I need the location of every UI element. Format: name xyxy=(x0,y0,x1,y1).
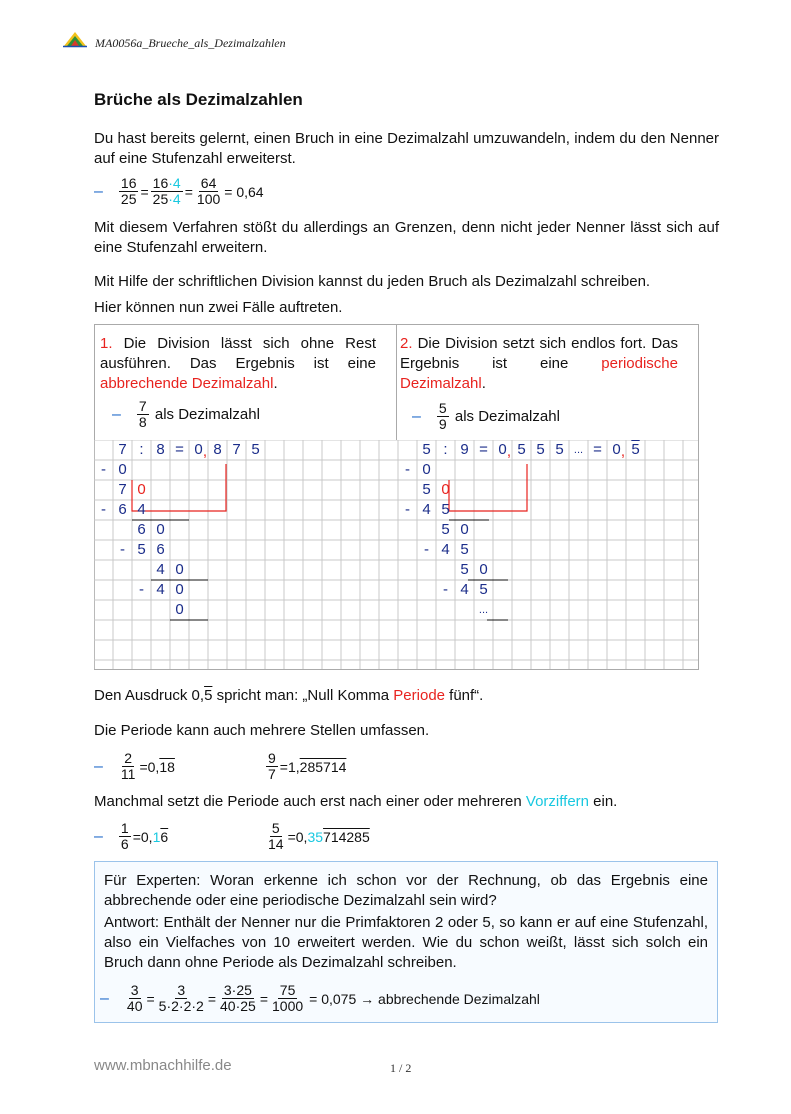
division-digit: - xyxy=(101,461,106,478)
division-digit: 4 xyxy=(156,581,165,598)
division-digit: 6 xyxy=(118,501,127,518)
division-digit: - xyxy=(405,461,410,478)
division-digit: 5 xyxy=(460,561,469,578)
case-2: 2. Die Division setzt sich endlos fort. Das Ergebnis ist eine periodische Dezimalzahl. xyxy=(400,335,678,392)
division-digit: : xyxy=(139,441,144,458)
division-digit: 8 xyxy=(213,441,222,458)
division-digit: 9 xyxy=(460,441,469,458)
dash-bullet-icon: – xyxy=(412,407,421,425)
division-digit: : xyxy=(443,441,448,458)
decimal-comma: , xyxy=(620,443,626,460)
division-digit: 6 xyxy=(156,541,165,558)
division-digit: 5 xyxy=(441,501,450,518)
division-digit: 0 xyxy=(156,521,165,538)
case-2-fraction: – $\frac{5}{9}$ als Dezimalzahl xyxy=(412,400,560,432)
division-digit: 5 xyxy=(422,481,431,498)
division-digit: 0 xyxy=(194,441,203,458)
division-digit: = xyxy=(175,441,184,458)
division-digit: 0 xyxy=(612,441,621,458)
division-digit: 6 xyxy=(137,521,146,538)
division-digit: 5 xyxy=(441,521,450,538)
division-digit: 5 xyxy=(555,441,564,458)
division-digit: 0 xyxy=(479,561,488,578)
expert-example: – $\frac{3}{40}$ = $\frac{3}{5\cdot 2\cdot 2\cdot 2}$ = $\frac{3\cdot 25}{40\cdot 25}$ = $\frac{75}{1000}$ = 0,075 → abbrechende Dezimalzahl xyxy=(100,982,540,1014)
division-intro: Mit Hilfe der schriftlichen Division kannst du jeden Bruch als Dezimalzahl schreiben. xyxy=(94,273,651,290)
spoken-text: Den Ausdruck 0,5 spricht man: „Null Komma Periode fünf“. xyxy=(94,687,484,704)
division-digit: 7 xyxy=(118,441,127,458)
dash-bullet-icon: – xyxy=(100,989,109,1007)
division-digit: - xyxy=(120,541,125,558)
logo-icon xyxy=(62,30,88,48)
example-5-14: $\frac{5}{14}$ = 0, 35 714285 xyxy=(268,820,370,852)
expert-question: Für Experten: Woran erkenne ich schon vor der Rechnung, ob das Ergebnis eine abbrechende oder eine periodische Dezimalzahl sein wird? xyxy=(104,872,708,909)
decimal-comma: , xyxy=(202,443,208,460)
division-digit: 5 xyxy=(422,441,431,458)
dash-bullet-icon: – xyxy=(112,405,121,423)
page-title: Brüche als Dezimalzahlen xyxy=(94,90,303,109)
division-digit: 5 xyxy=(517,441,526,458)
division-digit: 0 xyxy=(175,561,184,578)
example-1-6: – $\frac{1}{6}$ = 0, 1 6 xyxy=(94,820,169,852)
division-digit: 0 xyxy=(137,481,146,498)
pre-digits-text: Manchmal setzt die Periode auch erst nach einer oder mehreren Vorziffern ein. xyxy=(94,793,618,810)
division-digit: 5 xyxy=(137,541,146,558)
dash-bullet-icon: – xyxy=(94,182,103,200)
division-digit: 4 xyxy=(441,541,450,558)
division-digit: - xyxy=(405,501,410,518)
division-digit: - xyxy=(101,501,106,518)
division-digit: = xyxy=(593,441,602,458)
division-digit: 0 xyxy=(422,461,431,478)
case-1: 1. Die Division lässt sich ohne Rest ausführen. Das Ergebnis ist eine abbrechende Dezimalzahl. xyxy=(100,335,376,392)
division-digit: ... xyxy=(573,444,584,456)
division-digit: 5 xyxy=(479,581,488,598)
division-digit: 7 xyxy=(118,481,127,498)
example-16-25: – $\frac{16}{25}$ = $\frac{16\cdot 4}{25\cdot 4}$ = $\frac{64}{100}$ = 0,64 xyxy=(94,175,264,207)
division-digit: 0 xyxy=(175,581,184,598)
division-digit: - xyxy=(139,581,144,598)
dash-bullet-icon: – xyxy=(94,757,103,775)
division-digit: 5 xyxy=(460,541,469,558)
page-number: 1 / 2 xyxy=(390,1061,412,1075)
division-digit: 0 xyxy=(118,461,127,478)
example-9-7: $\frac{9}{7}$ = 1, 285714 xyxy=(268,750,347,782)
multi-text: Die Periode kann auch mehrere Stellen umfassen. xyxy=(94,722,430,739)
division-grid xyxy=(94,440,698,669)
division-digit: 4 xyxy=(156,561,165,578)
cases-divider xyxy=(396,324,397,440)
example-2-11: – $\frac{2}{11}$ = 0, 18 xyxy=(94,750,175,782)
division-digit: 0 xyxy=(460,521,469,538)
cases-intro: Hier können nun zwei Fälle auftreten. xyxy=(94,299,343,316)
case-1-fraction: – $\frac{7}{8}$ als Dezimalzahl xyxy=(112,398,260,430)
division-digit: - xyxy=(424,541,429,558)
footer-site: www.mbnachhilfe.de xyxy=(94,1057,232,1074)
division-digit: 5 xyxy=(536,441,545,458)
division-digit: 0 xyxy=(441,481,450,498)
limits-text: Mit diesem Verfahren stößt du allerdings an Grenzen, denn nicht jeder Nenner lässt sich auf eine Stufenzahl erweitern. xyxy=(94,219,719,256)
doc-id: MA0056a_Brueche_als_Dezimalzahlen xyxy=(95,36,286,50)
intro-text: Du hast bereits gelernt, einen Bruch in eine Dezimalzahl umzuwandeln, indem du den Nenner auf eine Stufenzahl erweiterst. xyxy=(94,130,719,167)
division-digit: 4 xyxy=(460,581,469,598)
division-digit: 0 xyxy=(175,601,184,618)
division-digit: 8 xyxy=(156,441,165,458)
division-digit: 5 xyxy=(251,441,260,458)
division-digit: 4 xyxy=(137,501,146,518)
division-digit: 4 xyxy=(422,501,431,518)
expert-answer: Antwort: Enthält der Nenner nur die Primfaktoren 2 oder 5, so kann er auf eine Stufenzahl, also ein Vielfaches von 10 erweitert werden. Wie du schon weißt, lässt sich solch ein Bruch dann ohne Periode als Dezimalzahl schreiben. xyxy=(104,914,708,971)
decimal-comma: , xyxy=(506,443,512,460)
dash-bullet-icon: – xyxy=(94,827,103,845)
division-digit: 7 xyxy=(232,441,241,458)
division-digit: - xyxy=(443,581,448,598)
division-digit: = xyxy=(479,441,488,458)
division-digit: ... xyxy=(478,604,489,616)
division-digit: 0 xyxy=(498,441,507,458)
division-digit: 5 xyxy=(631,441,640,458)
